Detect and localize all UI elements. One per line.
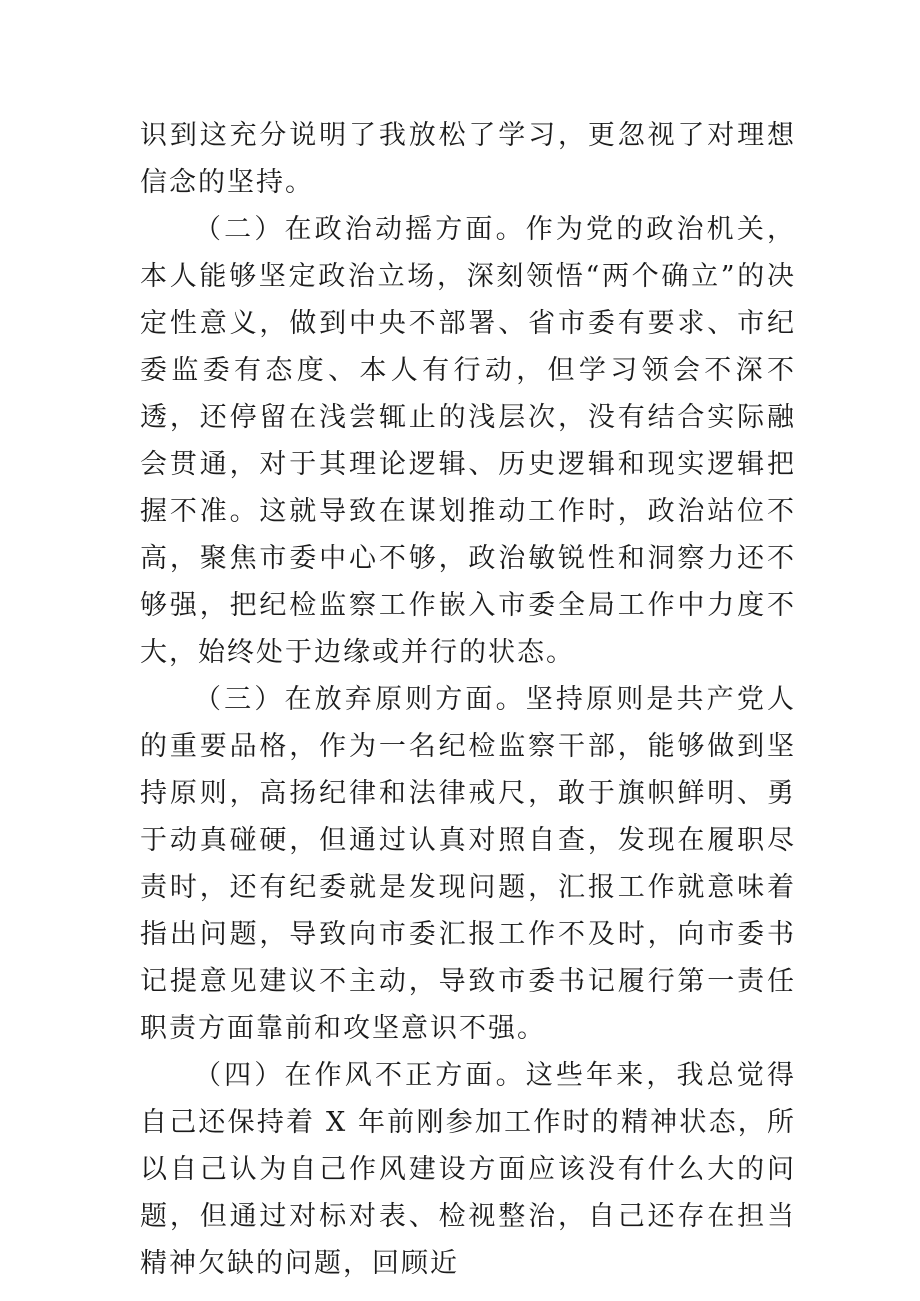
- document-body: [140, 112, 796, 1287]
- paragraph-abandoning-principles: （三）在放弃原则方面。坚持原则是共产党人的重要品格，作为一名纪检监察干部，能够做到坚持原则，高扬纪律和法律戒尺，敢于旗帜鲜明、勇于动真碰硬，但通过认真对照自查，发现在履职尽责时，还有纪委就是发现问题，汇报工作就意味着指出问题，导致向市委汇报工作不及时，向市委书记提意见建议不主动，导致市委书记履行第一责任职责方面靠前和攻坚意识不强。: [140, 684, 796, 1044]
- paragraph-work-style: （四）在作风不正方面。这些年来，我总觉得自己还保持着 X 年前刚参加工作时的精神状态，所以自己认为自己作风建设方面应该没有什么大的问题，但通过对标对表、检视整治，自己还存在担当精神欠缺的问题，回顾近: [140, 1060, 796, 1279]
- paragraph-political-wavering: （二）在政治动摇方面。作为党的政治机关，本人能够坚定政治立场，深刻领悟“两个确立”的决定性意义，做到中央不部署、省市委有要求、市纪委监委有态度、本人有行动，但学习领会不深不透，还停留在浅尝辄止的浅层次，没有结合实际融会贯通，对于其理论逻辑、历史逻辑和现实逻辑把握不准。这就导致在谋划推动工作时，政治站位不高，聚焦市委中心不够，政治敏锐性和洞察力还不够强，把纪检监察工作嵌入市委全局工作中力度不大，始终处于边缘或并行的状态。: [140, 214, 796, 668]
- paragraph-continuation: 识到这充分说明了我放松了学习，更忽视了对理想信念的坚持。: [140, 120, 796, 198]
